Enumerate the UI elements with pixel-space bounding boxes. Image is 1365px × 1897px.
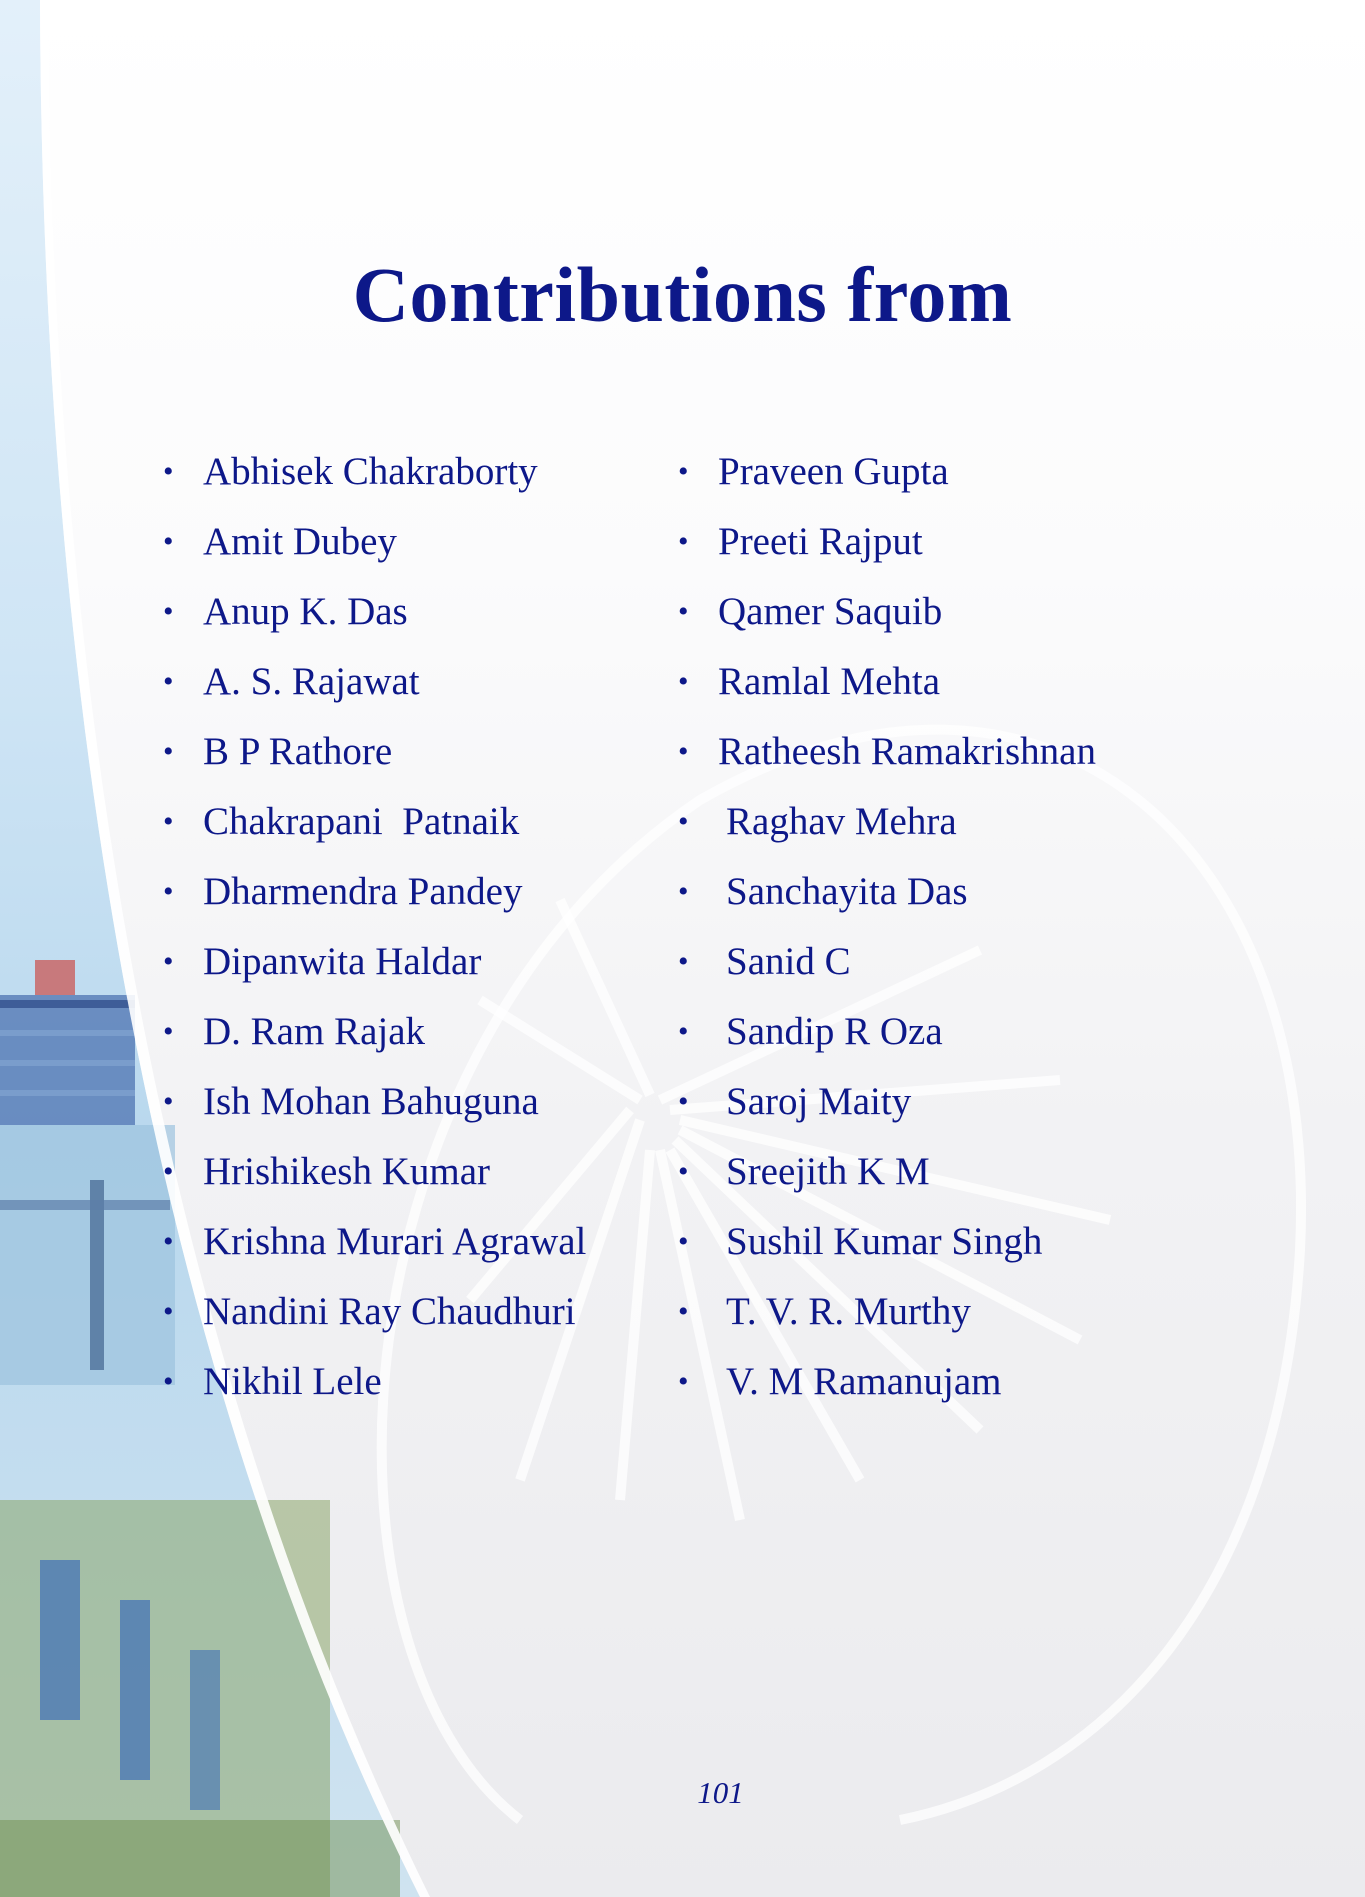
bullet-icon: •: [678, 1085, 689, 1118]
bullet-icon: •: [678, 1295, 689, 1328]
contributor-name: Chakrapani Patnaik: [203, 800, 520, 843]
bullet-icon: •: [163, 1365, 174, 1398]
list-item: [163, 1148, 586, 1218]
contributor-name: Raghav Mehra: [726, 800, 957, 843]
bullet-icon: •: [678, 1365, 689, 1398]
list-item: [163, 938, 586, 1008]
bullet-icon: •: [678, 665, 689, 698]
contributor-name: Abhisek Chakraborty: [203, 450, 538, 493]
contributor-name: Sanid C: [726, 940, 851, 983]
bullet-icon: •: [163, 665, 174, 698]
list-item: [163, 1358, 586, 1428]
contributors-right-column: [678, 448, 1096, 1428]
bullet-icon: •: [678, 1225, 689, 1258]
contributor-name: Amit Dubey: [203, 520, 397, 563]
bullet-icon: •: [163, 1155, 174, 1188]
bullet-icon: •: [163, 1295, 174, 1328]
contributor-name: V. M Ramanujam: [726, 1360, 1002, 1403]
list-item: [163, 1078, 586, 1148]
contributor-name: Ish Mohan Bahuguna: [203, 1080, 539, 1123]
contributor-name: Qamer Saquib: [718, 590, 943, 633]
bullet-icon: •: [163, 1015, 174, 1048]
contributor-name: D. Ram Rajak: [203, 1010, 426, 1053]
contributor-name: Sushil Kumar Singh: [726, 1220, 1043, 1263]
bullet-icon: •: [678, 945, 689, 978]
contributors-left-column: [163, 448, 586, 1428]
list-item: [163, 588, 586, 658]
contributor-name: Nandini Ray Chaudhuri: [203, 1290, 576, 1333]
list-item: [678, 658, 1096, 728]
list-item: [163, 1008, 586, 1078]
list-item: [678, 1358, 1096, 1428]
contributor-name: Ramlal Mehta: [718, 660, 941, 703]
contributor-name: Praveen Gupta: [718, 450, 949, 493]
bullet-icon: •: [678, 1015, 689, 1048]
bullet-icon: •: [678, 805, 689, 838]
bullet-icon: •: [678, 595, 689, 628]
bullet-icon: •: [678, 455, 689, 488]
list-item: [678, 868, 1096, 938]
contributor-name: B P Rathore: [203, 730, 393, 773]
contributor-name: T. V. R. Murthy: [726, 1290, 971, 1333]
bullet-icon: •: [163, 805, 174, 838]
list-item: [163, 1288, 586, 1358]
contributor-name: Dharmendra Pandey: [203, 870, 523, 913]
contributor-name: Hrishikesh Kumar: [203, 1150, 491, 1193]
contributor-name: Preeti Rajput: [718, 520, 923, 563]
list-item: [678, 1148, 1096, 1218]
list-item: [163, 518, 586, 588]
bullet-icon: •: [163, 595, 174, 628]
contributor-name: Krishna Murari Agrawal: [203, 1220, 587, 1263]
list-item: [678, 798, 1096, 868]
list-item: [163, 1218, 586, 1288]
bullet-icon: •: [163, 735, 174, 768]
contributor-name: Sanchayita Das: [726, 870, 968, 913]
bullet-icon: •: [163, 1225, 174, 1258]
list-item: [678, 1078, 1096, 1148]
contributor-name: Saroj Maity: [726, 1080, 912, 1123]
bullet-icon: •: [678, 525, 689, 558]
list-item: [163, 798, 586, 868]
page-title: Contributions from: [352, 251, 1013, 338]
page-number: 101: [697, 1775, 744, 1810]
contributor-name: Anup K. Das: [203, 590, 408, 633]
list-item: [678, 448, 1096, 518]
bullet-icon: •: [678, 735, 689, 768]
list-item: [163, 658, 586, 728]
bullet-icon: •: [163, 945, 174, 978]
list-item: [678, 1288, 1096, 1358]
contributor-name: A. S. Rajawat: [203, 660, 420, 703]
bullet-icon: •: [163, 1085, 174, 1118]
contributor-name: Sreejith K M: [726, 1150, 930, 1193]
bullet-icon: •: [678, 1155, 689, 1188]
list-item: [163, 728, 586, 798]
bullet-icon: •: [163, 525, 174, 558]
contributor-name: Dipanwita Haldar: [203, 940, 482, 983]
list-item: [678, 938, 1096, 1008]
list-item: [678, 1008, 1096, 1078]
list-item: [678, 588, 1096, 658]
bullet-icon: •: [163, 455, 174, 488]
list-item: [163, 868, 586, 938]
list-item: [163, 448, 586, 518]
list-item: [678, 518, 1096, 588]
list-item: [678, 728, 1096, 798]
contributor-name: Ratheesh Ramakrishnan: [718, 730, 1096, 773]
bullet-icon: •: [678, 875, 689, 908]
bullet-icon: •: [163, 875, 174, 908]
contributor-name: Sandip R Oza: [726, 1010, 943, 1053]
list-item: [678, 1218, 1096, 1288]
contributor-name: Nikhil Lele: [203, 1360, 382, 1403]
